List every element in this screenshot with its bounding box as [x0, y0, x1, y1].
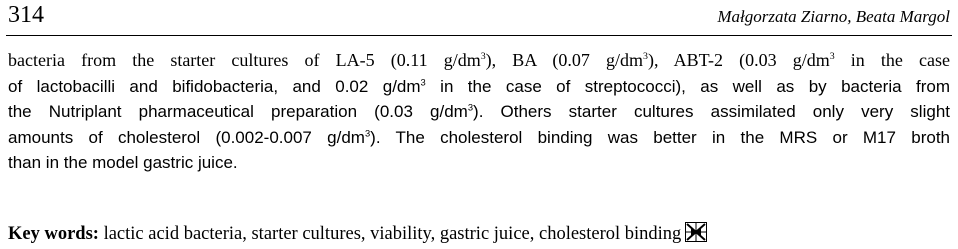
abstract-text: than in the model gastric juice.: [8, 153, 238, 173]
superscript: 3: [467, 102, 474, 113]
abstract-paragraph: [8, 48, 950, 176]
page-number: 314: [8, 2, 44, 28]
keywords-line: [8, 222, 707, 246]
abstract-text: in the case: [834, 50, 951, 70]
abstract-line: [8, 48, 950, 74]
running-head-authors: Małgorzata Ziarno, Beata Margol: [717, 7, 950, 26]
superscript: 3: [364, 128, 371, 139]
page-header: [0, 0, 958, 38]
superscript: 3: [643, 51, 648, 62]
abstract-text: ). Others starter cultures assimilated only very slight: [473, 102, 950, 122]
abstract-text: ), ABT-2 (0.03 g/dm: [647, 50, 830, 70]
abstract-text: of lactobacilli and bifidobacteria, and 0.02 g/dm: [8, 76, 421, 96]
ornament-cross-icon: [685, 222, 707, 242]
abstract-text: amounts of cholesterol (0.002-0.007 g/dm: [8, 127, 365, 147]
abstract-text: bacteria from the starter cultures of LA-5 (0.11 g/dm: [8, 50, 481, 70]
superscript: 3: [480, 51, 486, 62]
abstract-line: [8, 99, 950, 125]
abstract-text: ), BA (0.07 g/dm: [485, 50, 644, 70]
header-rule: [6, 35, 952, 36]
abstract-line: [8, 74, 950, 100]
abstract-text: in the case of streptococci), as well as by bacteria from: [425, 76, 950, 96]
superscript: 3: [829, 51, 835, 62]
abstract-text: ). The cholesterol binding was better in the MRS or M17 broth: [370, 127, 951, 147]
abstract-text: the Nutriplant pharmaceutical preparation (0.03 g/dm: [8, 102, 468, 122]
abstract-line: [8, 125, 950, 151]
superscript: 3: [420, 76, 426, 87]
keywords-text: lactic acid bacteria, starter cultures, viability, gastric juice, cholesterol binding: [98, 224, 682, 244]
abstract-line: [8, 150, 950, 176]
keywords-label: Key words:: [8, 224, 99, 244]
